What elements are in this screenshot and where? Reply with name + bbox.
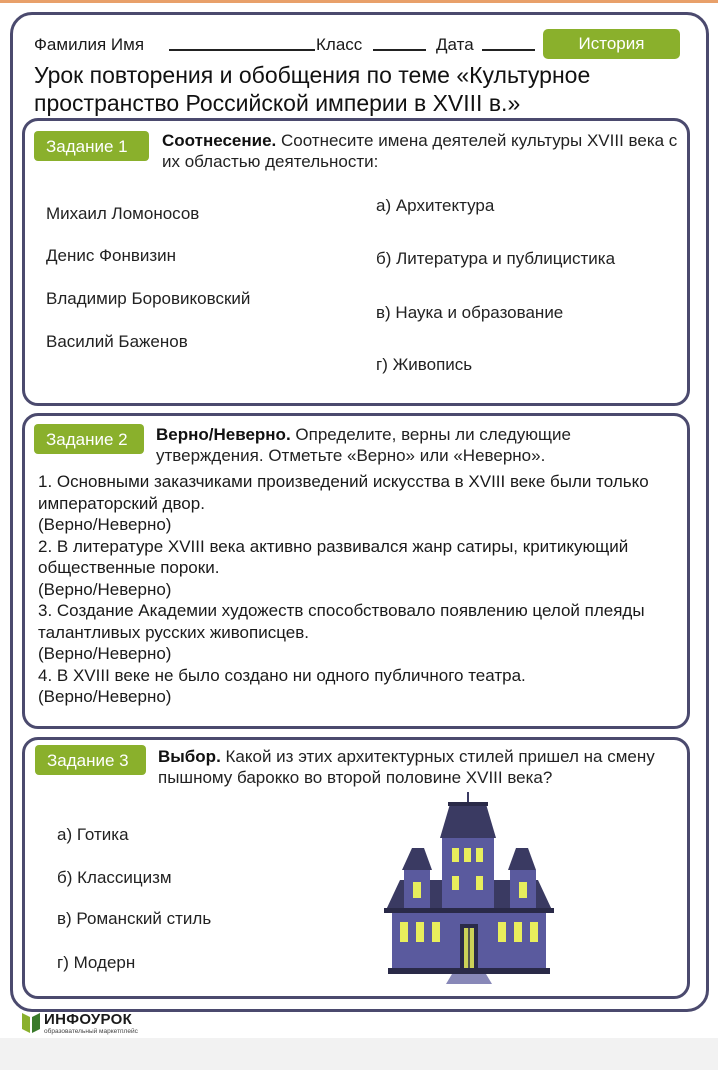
mansion-icon bbox=[380, 790, 558, 985]
task3-option-a: а) Готика bbox=[57, 825, 129, 844]
task1-field-d: г) Живопись bbox=[376, 355, 473, 374]
task1-name-3: Владимир Боровиковский bbox=[46, 289, 251, 308]
task3-option-b: б) Классицизм bbox=[57, 868, 172, 887]
logo-subtitle: образовательный маркетплейс bbox=[44, 1028, 138, 1035]
statement-4: 4. В XVIII веке не было создано ни одного публичного театра. bbox=[38, 665, 526, 685]
bottom-band bbox=[0, 1038, 718, 1070]
task2-intro bbox=[156, 424, 656, 466]
task3-option-d: г) Модерн bbox=[57, 953, 136, 972]
task1-field-c: в) Наука и образование bbox=[376, 303, 564, 322]
statement-3-answer: (Верно/Неверно) bbox=[38, 644, 172, 663]
task1-badge: Задание 1 bbox=[34, 131, 149, 161]
task1-intro-text: Соотнесите имена деятелей культуры XVIII века с их областью деятельности: bbox=[162, 131, 678, 171]
name-label: Фамилия Имя bbox=[34, 35, 145, 54]
infourok-logo-icon bbox=[22, 1013, 40, 1033]
subject-badge: История bbox=[543, 29, 680, 59]
name-line bbox=[169, 49, 315, 51]
task2-badge: Задание 2 bbox=[34, 424, 144, 454]
task2-statements bbox=[38, 471, 698, 708]
task3-intro-text: Какой из этих архитектурных стилей пришел на смену пышному барокко во второй половине XVIII века? bbox=[158, 747, 655, 787]
top-accent-line bbox=[0, 0, 718, 3]
class-label: Класс bbox=[316, 35, 363, 54]
infourok-logo bbox=[22, 1012, 138, 1036]
task1-name-4: Василий Баженов bbox=[46, 332, 188, 351]
task3-option-c: в) Романский стиль bbox=[57, 909, 212, 928]
task3-intro-bold: Выбор. bbox=[158, 747, 221, 766]
task1-intro-bold: Соотнесение. bbox=[162, 131, 277, 150]
statement-4-answer: (Верно/Неверно) bbox=[38, 687, 172, 706]
task1-field-a: а) Архитектура bbox=[376, 196, 495, 215]
statement-3: 3. Создание Академии художеств способствовало появлению целой плеяды талантливых русских живописцев. bbox=[38, 601, 645, 642]
statement-2-answer: (Верно/Неверно) bbox=[38, 579, 172, 599]
task1-name-1: Михаил Ломоносов bbox=[46, 204, 200, 223]
task1-field-b: б) Литература и публицистика bbox=[376, 249, 616, 268]
task3-intro bbox=[158, 746, 658, 788]
task1-name-2: Денис Фонвизин bbox=[46, 246, 177, 265]
logo-text: ИНФОУРОК bbox=[44, 1011, 133, 1028]
task3-badge: Задание 3 bbox=[35, 745, 146, 775]
statement-1: 1. Основными заказчиками произведений искусства в XVIII веке были только императорский двор. bbox=[38, 472, 649, 513]
statement-1-answer: (Верно/Неверно) bbox=[38, 515, 172, 534]
class-line bbox=[373, 49, 426, 51]
statement-2: 2. В литературе XVIII века активно развивался жанр сатиры, критикующий общественные пороки. bbox=[38, 536, 629, 577]
page-title: Урок повторения и обобщения по теме «Культурное пространство Российской империи в XVIII в.» bbox=[34, 62, 591, 116]
task2-intro-text: Определите, верны ли следующие утверждения. Отметьте «Верно» или «Неверно». bbox=[156, 425, 571, 465]
task1-intro bbox=[162, 130, 682, 172]
task2-intro-bold: Верно/Неверно. bbox=[156, 425, 291, 444]
date-label: Дата bbox=[436, 35, 474, 54]
date-line bbox=[482, 49, 535, 51]
